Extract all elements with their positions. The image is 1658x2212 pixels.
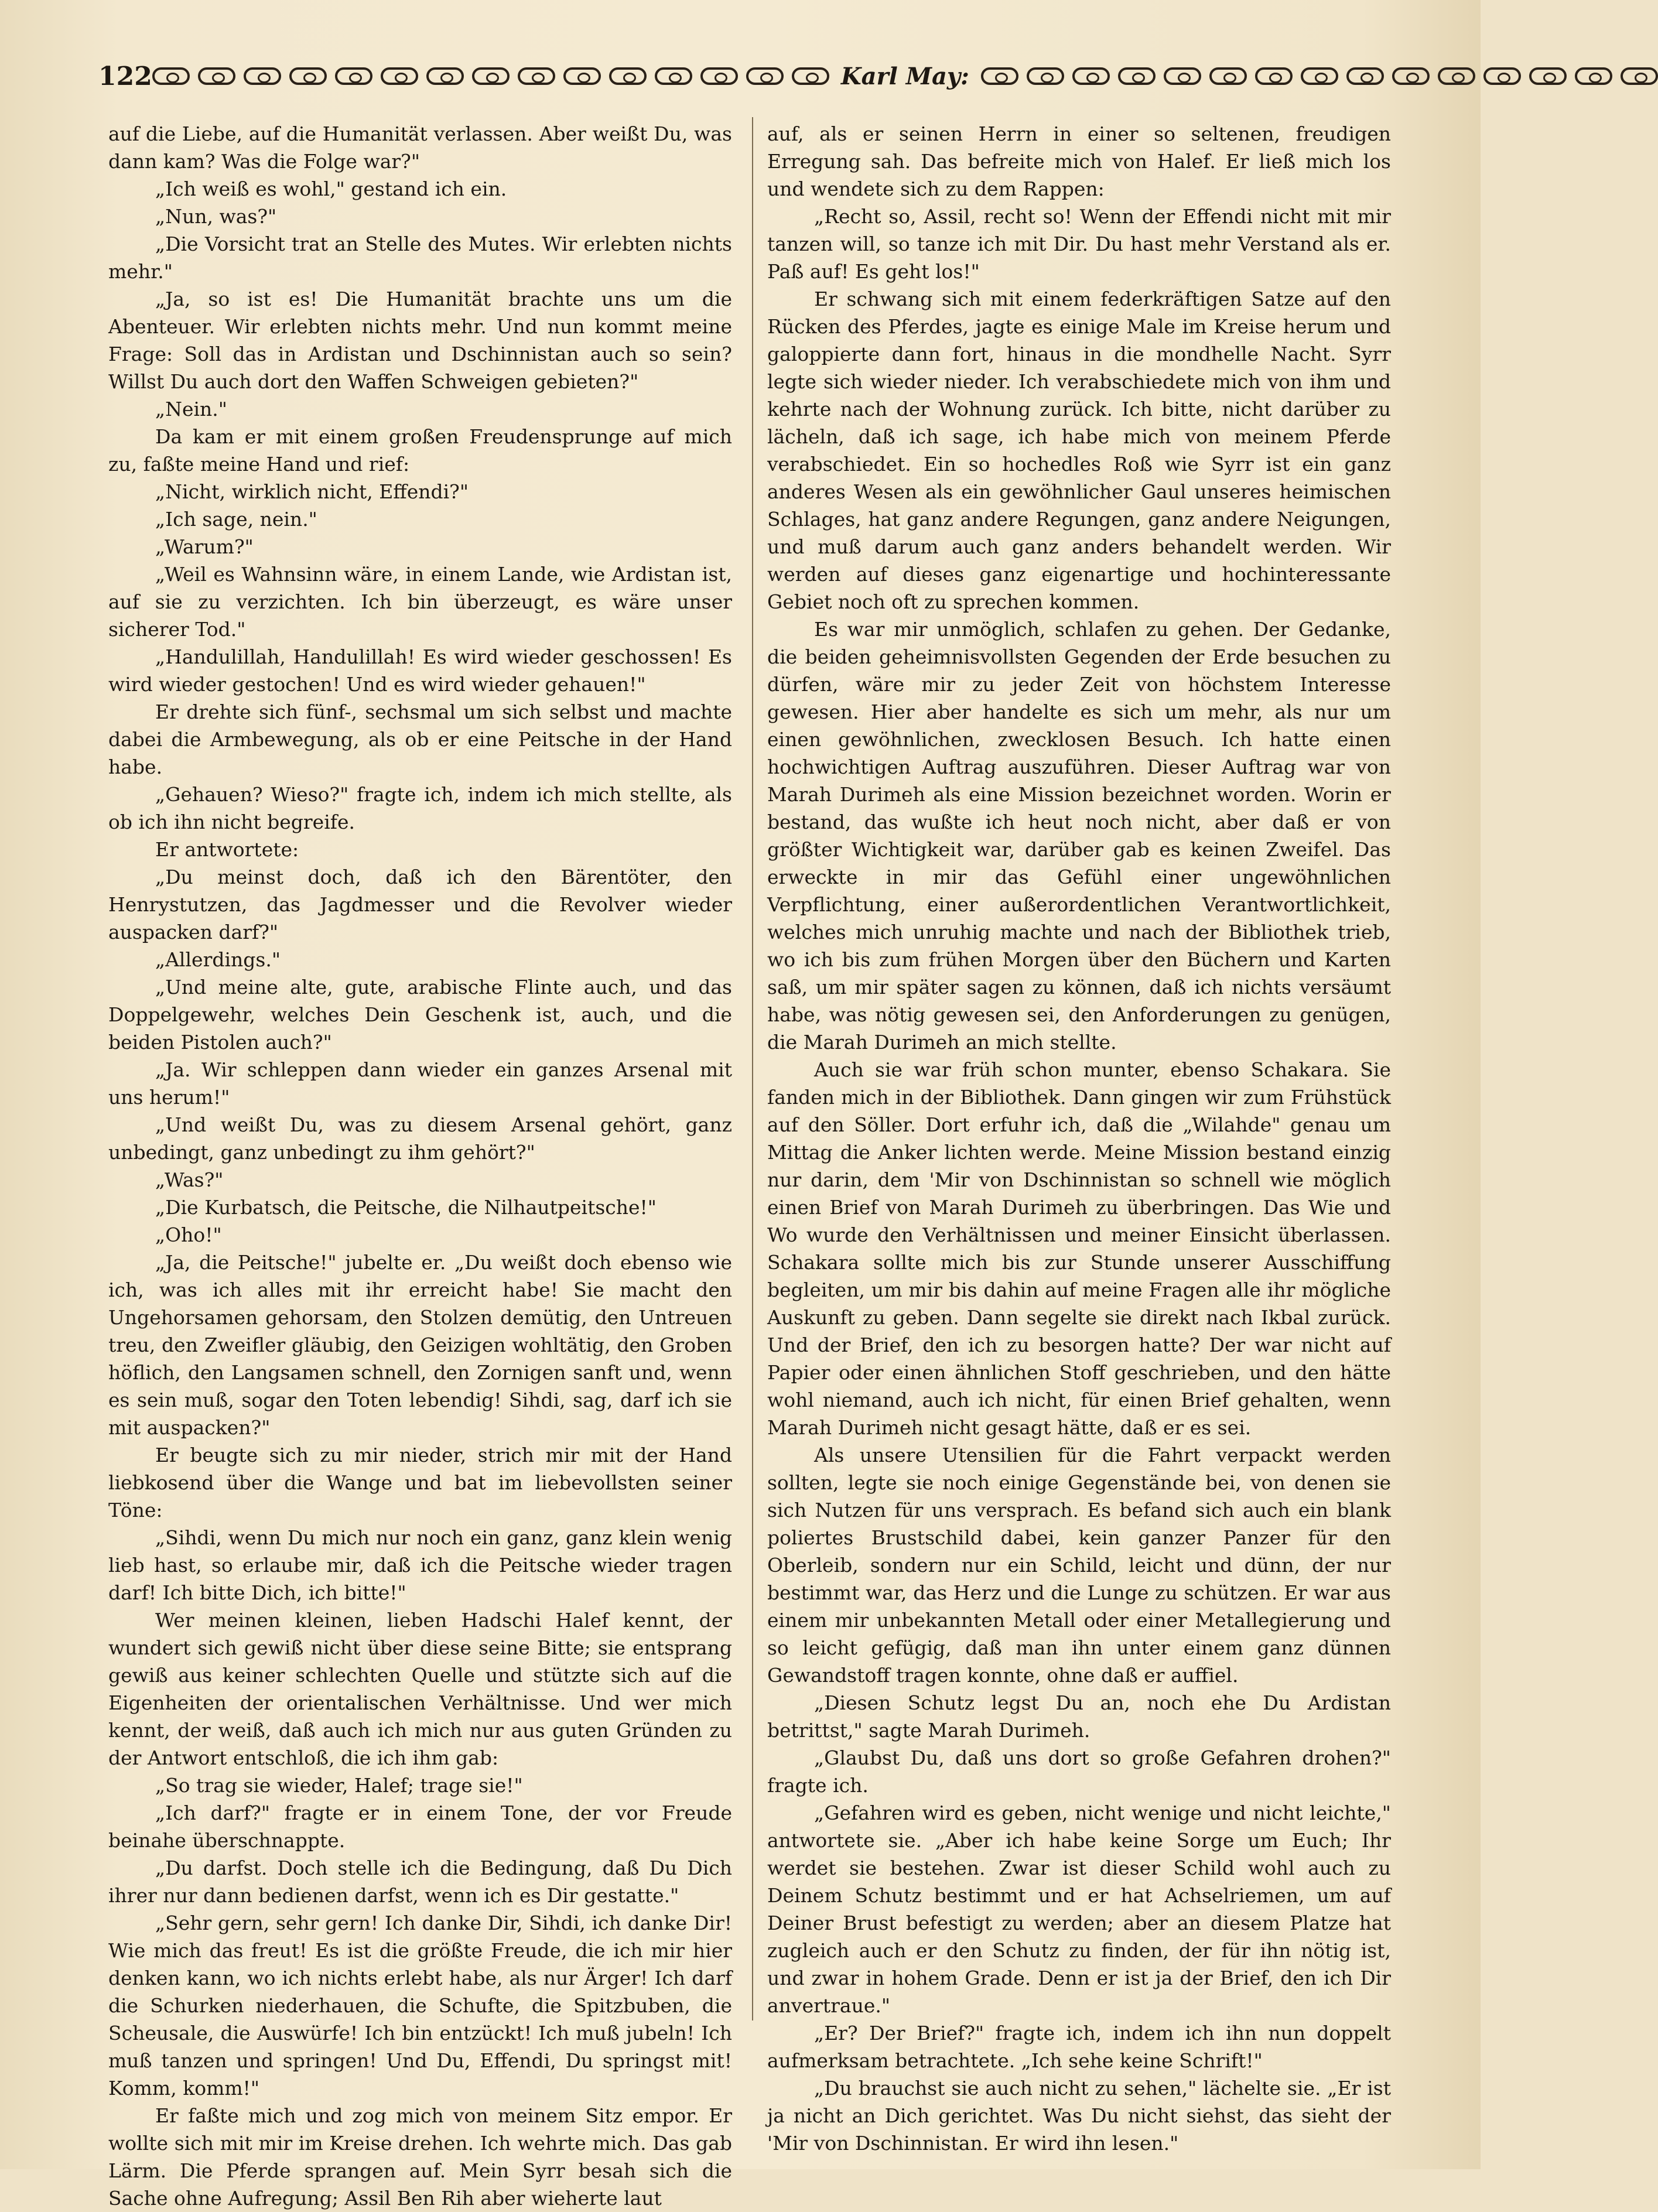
paragraph: „Und meine alte, gute, arabische Flinte auch, und das Doppelgewehr, welches Dein Geschenk ist, auch, und die beiden Pistolen auch?": [108, 976, 732, 1054]
paragraph: „Ja, die Peitsche!" jubelte er. „Du weißt doch ebenso wie ich, was ich alles mit ihr erreicht habe! Sie macht den Ungehorsamen gehorsam, den Stolzen demütig, den Untreuen treu, den Zweifler gläubig, den Geizigen wohltätig, den Groben höflich, den Langsamen schnell, den Zornigen sanft und, wenn es sein muß, sogar den Toten lebendig! Sihdi, sag, darf ich sie mit auspacken?": [108, 1251, 732, 1439]
paragraph: Es war mir unmöglich, schlafen zu gehen. Der Gedanke, die beiden geheimnisvollsten Gegenden der Erde besuchen zu dürfen, wäre mir zu jeder Zeit von höchstem Interesse gewesen. Hier aber handelte es sich um mehr, als nur um einen gewöhnlichen, zwecklosen Besuch. Ich hatte einen hochwichtigen Auftrag auszuführen. Dieser Auftrag war von Marah Durimeh als eine Mission bezeichnet worden. Worin er bestand, das wußte ich heut noch nicht, aber daß er von größter Wichtigkeit war, darüber gab es keinen Zweifel. Das erweckte in mir das Gefühl einer ungewöhnlichen Verpflichtung, einer außerordentlichen Verantwortlichkeit, welches mich unruhig machte und nach der Bibliothek trieb, wo ich bis zum frühen Morgen über den Büchern und Karten saß, um mir später sagen zu können, daß ich nichts versäumt habe, was nötig gewesen sei, den Anforderungen zu genügen, die Marah Durimeh an mich stellte.: [767, 618, 1391, 1054]
ornament-icon: [1209, 67, 1247, 85]
ornament-icon: [1346, 67, 1384, 85]
paragraph: auf, als er seinen Herrn in einer so seltenen, freudigen Erregung sah. Das befreite mich von Halef. Er ließ mich los und wendete sich zu dem Rappen:: [767, 122, 1391, 200]
ornament-icon: [1483, 67, 1521, 85]
paragraph: Als unsere Utensilien für die Fahrt verpackt werden sollten, legte sie noch einige Gegenstände bei, von denen sie sich Nutzen für uns versprach. Es befand sich auch ein blank poliertes Brustschild dabei, kein ganzer Panzer für den Oberleib, sondern nur ein Schild, leicht und dünn, der nur bestimmt war, das Herz und die Lunge zu schützen. Er war aus einem mir unbekannten Metall oder einer Metallegierung und so leicht gefügig, daß man ihn unter einem ganz dünnen Gewandstoff tragen konnte, ohne daß er auffiel.: [767, 1444, 1391, 1687]
column-divider: [752, 117, 753, 2020]
ornament-icon: [152, 67, 190, 85]
paragraph: „Recht so, Assil, recht so! Wenn der Effendi nicht mit mir tanzen will, so tanze ich mit Dir. Du hast mehr Verstand als er. Paß auf! Es geht los!": [767, 205, 1391, 283]
author-heading: Karl May:: [840, 62, 969, 90]
paragraph: „Ich sage, nein.": [155, 508, 317, 531]
paragraph: „So trag sie wieder, Halef; trage sie!": [155, 1774, 523, 1797]
ornament-icon: [472, 67, 510, 85]
ornament-icon: [1575, 67, 1612, 85]
paragraph: „Ich darf?" fragte er in einem Tone, der vor Freude beinahe überschnappte.: [108, 1801, 732, 1852]
ornament-row-right: [981, 67, 1658, 85]
paragraph: Da kam er mit einem großen Freudensprunge auf mich zu, faßte meine Hand und rief:: [108, 425, 732, 476]
ornament-row-left: [152, 67, 829, 85]
paragraph: „Nein.": [155, 398, 227, 420]
ornament-icon: [1072, 67, 1110, 85]
ornament-icon: [198, 67, 235, 85]
paragraph: „Glaubst Du, daß uns dort so große Gefahren drohen?" fragte ich.: [767, 1746, 1391, 1797]
paragraph: Wer meinen kleinen, lieben Hadschi Halef kennt, der wundert sich gewiß nicht über diese seine Bitte; sie entsprang gewiß aus keiner schlechten Quelle und stützte sich auf die Eigenheiten der orientalischen Verhältnisse. Und wer mich kennt, der weiß, daß auch ich mich nur aus guten Gründen zu der Antwort entschloß, die ich ihm gab:: [108, 1609, 732, 1769]
paragraph: „Nun, was?": [155, 205, 277, 228]
ornament-icon: [1027, 67, 1064, 85]
ornament-icon: [335, 67, 372, 85]
paragraph: Er drehte sich fünf-, sechsmal um sich selbst und machte dabei die Armbewegung, als ob er eine Peitsche in der Hand habe.: [108, 700, 732, 778]
paragraph: „Nicht, wirklich nicht, Effendi?": [155, 480, 469, 503]
paragraph: „Die Vorsicht trat an Stelle des Mutes. Wir erlebten nichts mehr.": [108, 233, 732, 283]
paragraph: „Sihdi, wenn Du mich nur noch ein ganz, ganz klein wenig lieb hast, so erlaube mir, daß ich die Peitsche wieder tragen darf! Ich bitte Dich, ich bitte!": [108, 1526, 732, 1604]
ornament-icon: [426, 67, 464, 85]
ornament-icon: [563, 67, 601, 85]
paragraph: Er beugte sich zu mir nieder, strich mir mit der Hand liebkosend über die Wange und bat im liebevollsten seiner Töne:: [108, 1444, 732, 1522]
ornament-icon: [1118, 67, 1156, 85]
ornament-icon: [1301, 67, 1338, 85]
paragraph: „Du meinst doch, daß ich den Bärentöter, den Henrystutzen, das Jagdmesser und die Revolver wieder auspacken darf?": [108, 866, 732, 943]
ornament-icon: [1164, 67, 1201, 85]
ornament-icon: [1438, 67, 1475, 85]
ornament-icon: [1255, 67, 1293, 85]
paragraph: Er schwang sich mit einem federkräftigen Satze auf den Rücken des Pferdes, jagte es einige Male im Kreise herum und galoppierte dann fort, hinaus in die mondhelle Nacht. Syrr legte sich wieder nieder. Ich verabschiedete mich von ihm und kehrte nach der Wohnung zurück. Ich bitte, nicht darüber zu lächeln, daß ich sage, ich habe mich von meinem Pferde verabschiedet. Ein so hochedles Roß wie Syrr ist ein ganz anderes Wesen als ein gewöhnlicher Gaul unseres heimischen Schlages, hat ganz andere Regungen, ganz andere Neigungen, und muß darum auch ganz anders behandelt werden. Wir werden auf dieses ganz eigenartige und hochinteressante Gebiet noch oft zu sprechen kommen.: [767, 288, 1391, 613]
paragraph: „Ja, so ist es! Die Humanität brachte uns um die Abenteuer. Wir erlebten nichts mehr. Und nun kommt meine Frage: Soll das in Ardistan und Dschinnistan auch so sein? Willst Du auch dort den Waffen Schweigen gebieten?": [108, 288, 732, 393]
paragraph: „Er? Der Brief?" fragte ich, indem ich ihn nun doppelt aufmerksam betrachtete. „Ich sehe keine Schrift!": [767, 2022, 1391, 2072]
paragraph: „Gehauen? Wieso?" fragte ich, indem ich mich stellte, als ob ich ihn nicht begreife.: [108, 783, 732, 833]
paragraph: „Warum?": [155, 535, 254, 558]
ornament-icon: [655, 67, 692, 85]
paragraph: „Du brauchst sie auch nicht zu sehen," lächelte sie. „Er ist ja nicht an Dich gerichtet. Was Du nicht siehst, das sieht der 'Mir von Dschinnistan. Er wird ihn lesen.": [767, 2077, 1391, 2155]
page-number: 122: [98, 61, 152, 91]
paragraph: „Ich weiß es wohl," gestand ich ein.: [155, 177, 507, 200]
paragraph: „Weil es Wahnsinn wäre, in einem Lande, wie Ardistan ist, auf sie zu verzichten. Ich bin überzeugt, es wäre unser sicherer Tod.": [108, 563, 732, 641]
ornament-icon: [1621, 67, 1658, 85]
paragraph: „Und weißt Du, was zu diesem Arsenal gehört, ganz unbedingt, ganz unbedingt zu ihm gehört?": [108, 1113, 732, 1164]
ornament-icon: [289, 67, 327, 85]
ornament-icon: [381, 67, 418, 85]
ornament-icon: [609, 67, 647, 85]
paragraph: „Sehr gern, sehr gern! Ich danke Dir, Sihdi, ich danke Dir! Wie mich das freut! Es ist die größte Freude, die ich mir hier denken kann, wo ich nichts erlebt habe, als nur Ärger! Ich darf die Schurken niederhauen, die Schufte, die Spitzbuben, die Scheusale, die Auswürfe! Ich bin entzückt! Ich muß jubeln! Ich muß tanzen und springen! Und Du, Effendi, Du springst mit! Komm, komm!": [108, 1912, 732, 2100]
ornament-icon: [518, 67, 555, 85]
paragraph: „Allerdings.": [155, 948, 281, 971]
paragraph: „Du darfst. Doch stelle ich die Bedingung, daß Du Dich ihrer nur dann bedienen darfst, wenn ich es Dir gestatte.": [108, 1857, 732, 1907]
paragraph: Er faßte mich und zog mich von meinem Sitz empor. Er wollte sich mit mir im Kreise drehen. Ich wehrte mich. Das gab Lärm. Die Pferde sprangen auf. Mein Syrr besah sich die Sache ohne Aufregung; Assil Ben Rih aber wieherte laut: [108, 2104, 732, 2210]
ornament-icon: [1392, 67, 1430, 85]
paragraph: „Diesen Schutz legst Du an, noch ehe Du Ardistan betrittst," sagte Marah Durimeh.: [767, 1691, 1391, 1742]
paragraph: „Was?": [155, 1168, 224, 1191]
paragraph: Auch sie war früh schon munter, ebenso Schakara. Sie fanden mich in der Bibliothek. Dann gingen wir zum Frühstück auf den Söller. Dort erfuhr ich, daß die „Wilahde" genau um Mittag die Anker lichten werde. Meine Mission bestand einzig nur darin, dem 'Mir von Dschinnistan so schnell wie möglich einen Brief von Marah Durimeh zu überbringen. Das Wie und Wo wurde den Verhältnissen und meiner Einsicht überlassen. Schakara sollte mich bis zur Stunde unserer Ausschiffung begleiten, um mir bis dahin auf meine Fragen alle ihr mögliche Auskunft zu geben. Dann segelte sie direkt nach Ikbal zurück. Und der Brief, den ich zu besorgen hatte? Der war nicht auf Papier oder einen ähnlichen Stoff geschrieben, und den hätte wohl niemand, auch ich nicht, für einen Brief gehalten, wenn Marah Durimeh nicht gesagt hätte, daß er es sei.: [767, 1058, 1391, 1439]
paragraph: Er antwortete:: [155, 838, 299, 861]
left-text-column: [108, 120, 732, 2210]
ornament-icon: [1529, 67, 1567, 85]
ornament-icon: [244, 67, 281, 85]
ornament-icon: [746, 67, 784, 85]
paragraph: „Die Kurbatsch, die Peitsche, die Nilhautpeitsche!": [155, 1196, 657, 1219]
paragraph: „Oho!": [155, 1223, 222, 1246]
ornament-icon: [981, 67, 1018, 85]
paragraph: auf die Liebe, auf die Humanität verlassen. Aber weißt Du, was dann kam? Was die Folge war?": [108, 122, 732, 173]
paragraph: „Handulillah, Handulillah! Es wird wieder geschossen! Es wird wieder gestochen! Und es wird wieder gehauen!": [108, 645, 732, 696]
ornament-icon: [792, 67, 829, 85]
right-text-column: [767, 120, 1391, 2155]
page-header: [98, 56, 1393, 97]
paragraph: „Gefahren wird es geben, nicht wenige und nicht leichte," antwortete sie. „Aber ich habe keine Sorge um Euch; Ihr werdet sie bestehen. Zwar ist dieser Schild wohl auch zu Deinem Schutz bestimmt und er hat Achselriemen, um auf Deiner Brust befestigt zu werden; aber an diesem Platze hat zugleich auch er den Schutz zu finden, der für ihn nötig ist, und zwar in hohem Grade. Denn er ist ja der Brief, den ich Dir anvertraue.": [767, 1801, 1391, 2017]
paragraph: „Ja. Wir schleppen dann wieder ein ganzes Arsenal mit uns herum!": [108, 1058, 732, 1109]
ornament-icon: [700, 67, 738, 85]
